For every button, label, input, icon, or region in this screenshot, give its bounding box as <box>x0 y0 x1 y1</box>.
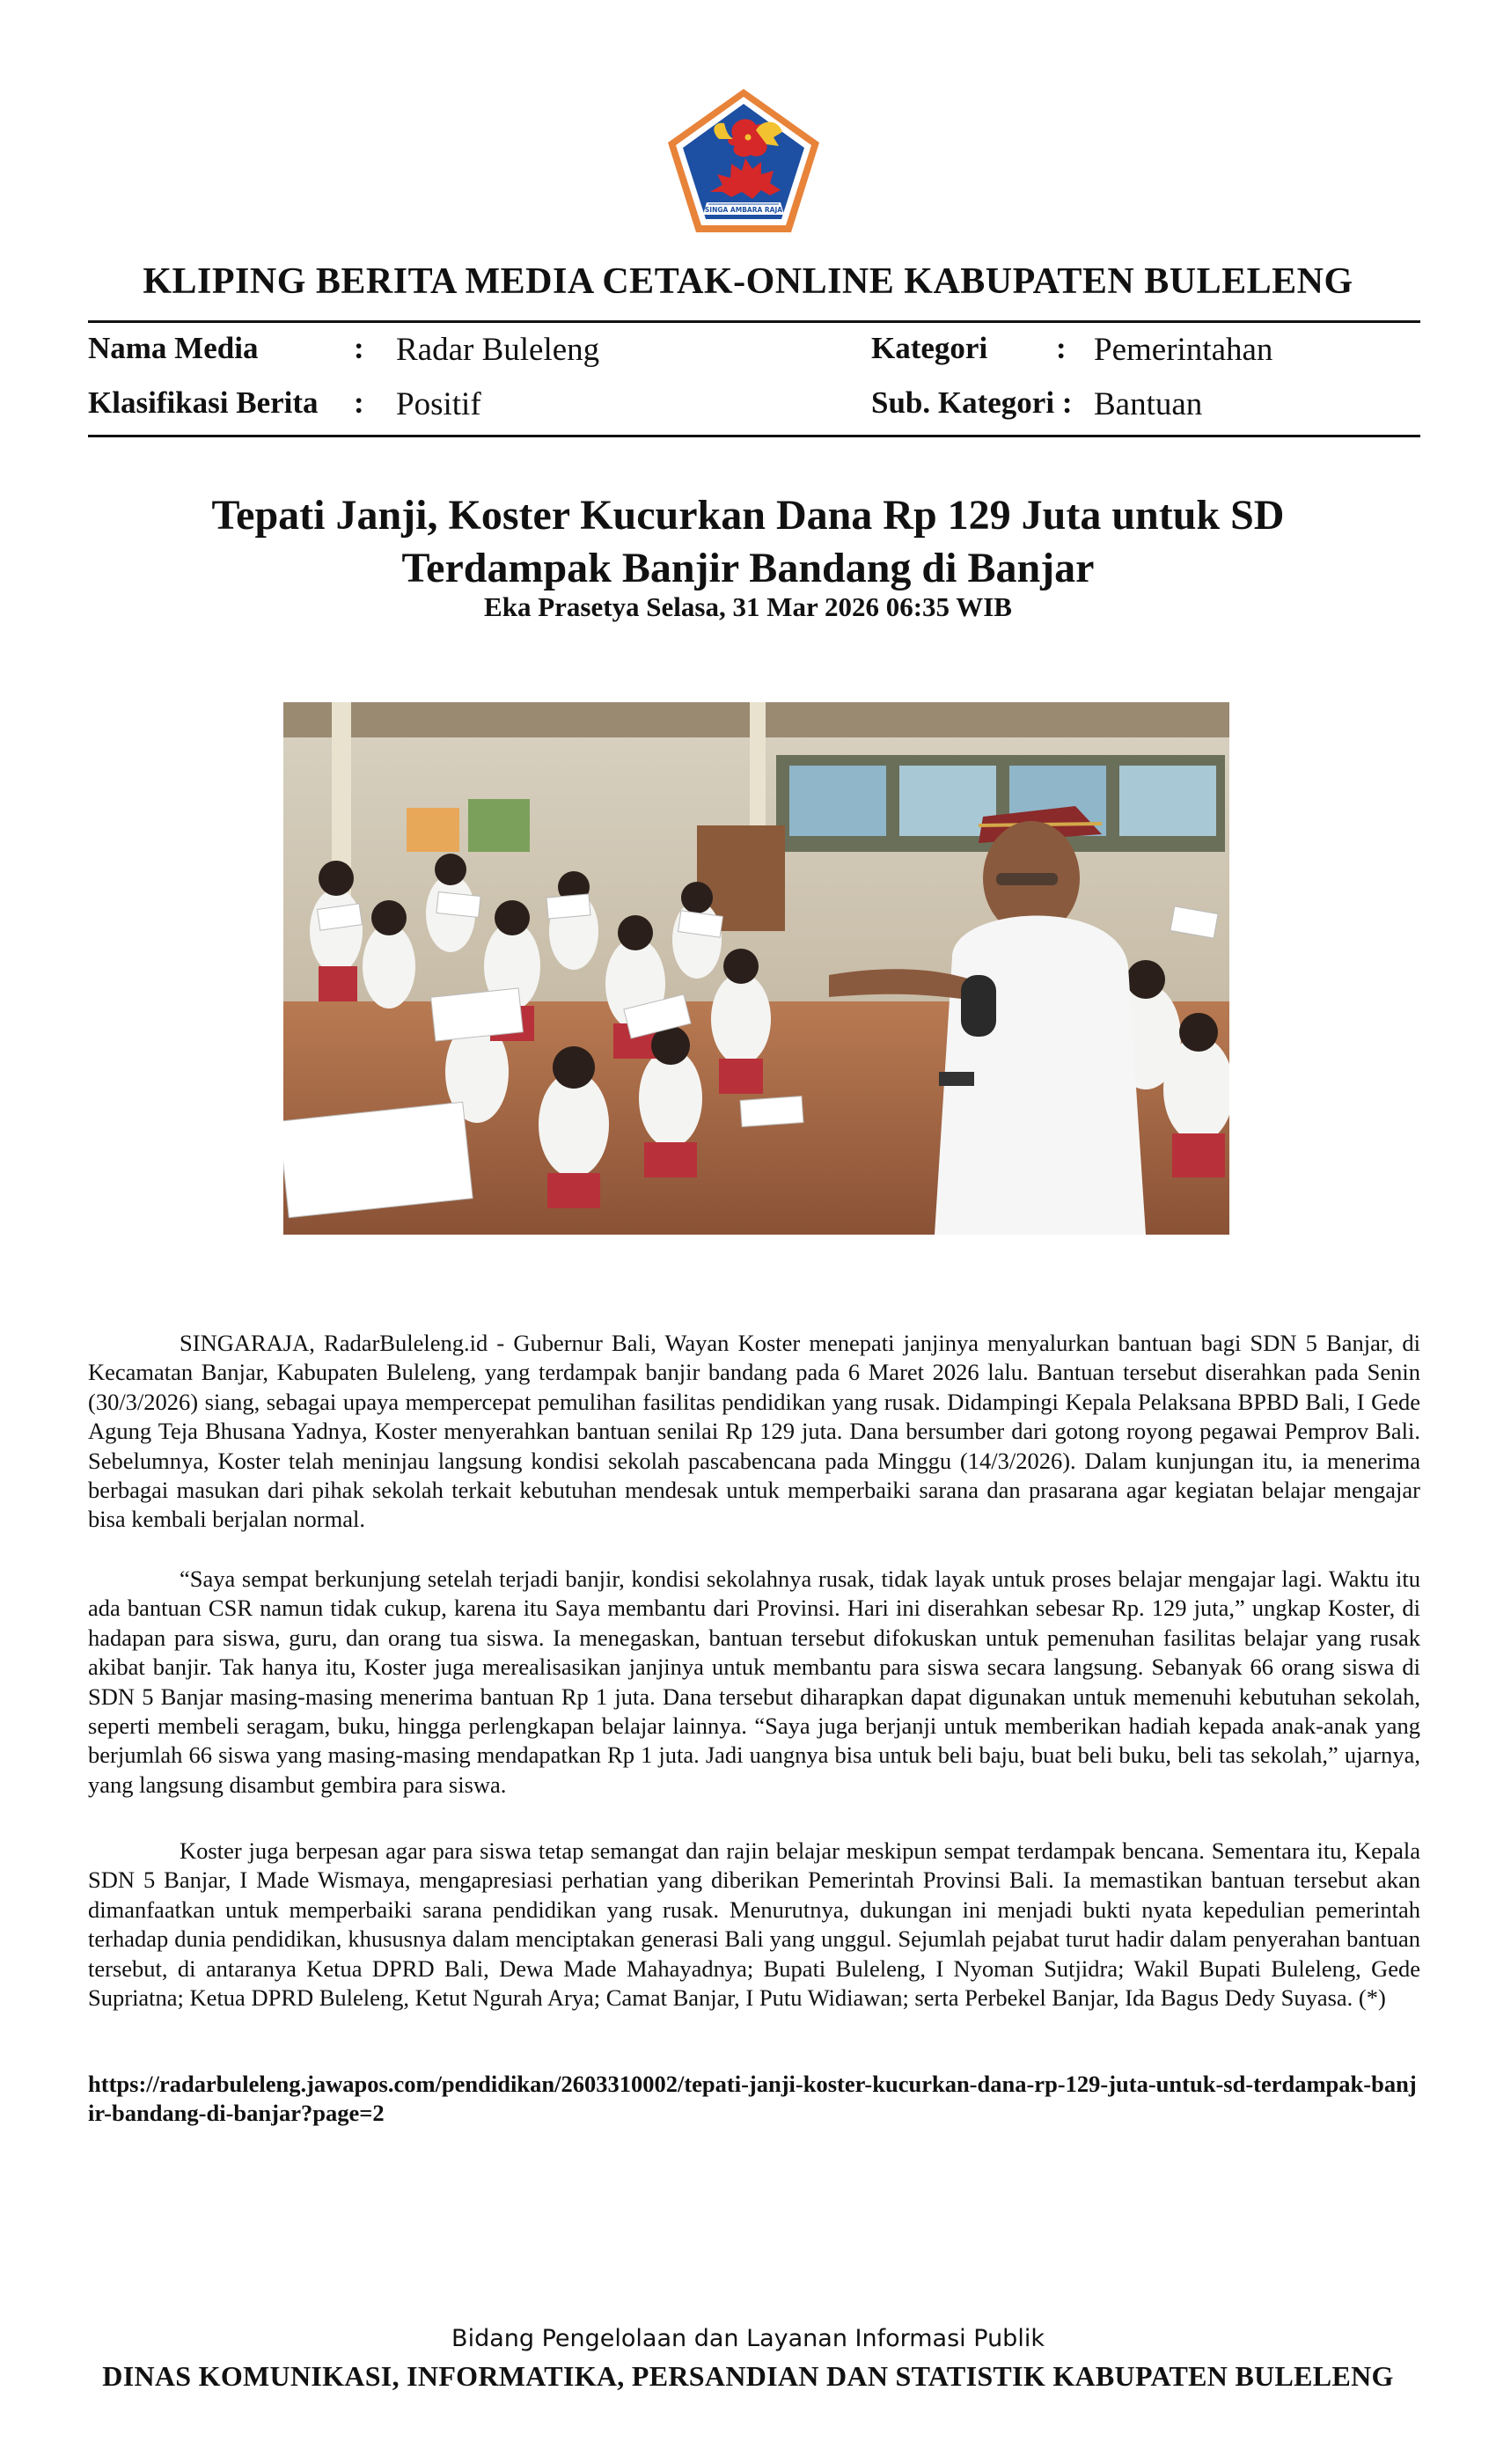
clipping-header-title: KLIPING BERITA MEDIA CETAK-ONLINE KABUPATEN BULELENG <box>143 261 1353 302</box>
nama-media-value: Radar Buleleng <box>396 332 600 368</box>
nama-media-label: Nama Media <box>88 331 259 365</box>
article-paragraph: SINGARAJA, RadarBuleleng.id - Gubernur Bali, Wayan Koster menepati janjinya menyalurkan bantuan bagi SDN 5 Banjar, di Kecamatan Banjar, Kabupaten Buleleng, yang terdampak banjir bandang pada 6 Maret 2026 lalu. Bantuan tersebut diserahkan pada Senin (30/3/2026) siang, sebagai upaya mempercepat pemulihan fasilitas pendidikan yang rusak. Didampingi Kepala Pelaksana BPBD Bali, I Gede Agung Teja Bhusana Yadnya, Koster menyerahkan bantuan senilai Rp 129 juta. Dana bersumber dari gotong royong pegawai Pemprov Bali. Sebelumnya, Koster telah meninjau langsung kondisi sekolah pascabencana pada Minggu (14/3/2026). Dalam kunjungan itu, ia menerima berbagai masukan dari pihak sekolah terkait kebutuhan mendesak untuk memperbaiki sarana dan prasarana agar kegiatan belajar mengajar bisa kembali berjalan normal. <box>88 1330 1420 1533</box>
klasifikasi-berita-value: Positif <box>396 386 481 422</box>
kategori-value: Pemerintahan <box>1094 332 1273 368</box>
source-url-link[interactable]: https://radarbuleleng.jawapos.com/pendidikan/2603310002/tepati-janji-koster-kucurkan-dana-rp-129-juta-untuk-sd-terdampak-banjir-bandang-di-banjar?page=2 <box>88 2071 1417 2127</box>
article-photo <box>283 702 1229 1235</box>
klasifikasi-berita-label: Klasifikasi Berita <box>88 385 319 420</box>
article-title-line-2: Terdampak Banjir Bandang di Banjar <box>401 545 1095 591</box>
header-divider-top <box>88 320 1420 323</box>
svg-text:SINGA AMBARA RAJA: SINGA AMBARA RAJA <box>704 206 783 214</box>
sub-kategori-value: Bantuan <box>1094 386 1203 422</box>
footer-department: Bidang Pengelolaan dan Layanan Informasi Publik <box>451 2325 1045 2352</box>
colon-separator: : <box>354 385 364 420</box>
article-title <box>132 489 1364 595</box>
article-paragraph: Koster juga berpesan agar para siswa tetap semangat dan rajin belajar meskipun sempat terdampak bencana. Sementara itu, Kepala SDN 5 Banjar, I Made Wismaya, mengapresiasi perhatian yang diberikan Pemerintah Provinsi Bali. Ia memastikan bantuan tersebut akan dimanfaatkan untuk memperbaiki sarana pendidikan yang rusak. Menurutnya, dukungan ini menjadi bukti nyata kepedulian pemerintah terhadap dunia pendidikan, khususnya dalam menciptakan generasi Bali yang unggul. Sejumlah pejabat turut hadir dalam penyerahan bantuan tersebut, di antaranya Ketua DPRD Bali, Dewa Made Mahayadnya; Bupati Buleleng, I Nyoman Sutjidra; Wakil Bupati Buleleng, Gede Supriatna; Ketua DPRD Buleleng, Ketut Ngurah Arya; Camat Banjar, I Putu Widiawan; serta Perbekel Banjar, Ida Bagus Dedy Suyasa. (*) <box>88 1837 1420 2012</box>
article-title-line-1: Tepati Janji, Koster Kucurkan Dana Rp 129 Juta untuk SD <box>211 492 1285 539</box>
article-paragraph: “Saya sempat berkunjung setelah terjadi banjir, kondisi sekolahnya rusak, tidak layak untuk proses belajar mengajar lagi. Waktu itu ada bantuan CSR namun tidak cukup, karena itu Saya membantu dari Provinsi. Hari ini diserahkan sebesar Rp. 129 juta,” ungkap Koster, di hadapan para siswa, guru, dan orang tua siswa. Ia menegaskan, bantuan tersebut difokuskan untuk pemenuhan fasilitas belajar yang rusak akibat banjir. Tak hanya itu, Koster juga merealisasikan janjinya untuk membantu para siswa secara langsung. Sebanyak 66 orang siswa di SDN 5 Banjar masing-masing menerima bantuan Rp 1 juta. Dana tersebut diharapkan dapat digunakan untuk memenuhi kebutuhan sekolah, seperti membeli seragam, buku, hingga perlengkapan belajar lainnya. “Saya juga berjanji untuk memberikan hadiah kepada anak-anak yang berjumlah 66 siswa yang masing-masing mendapatkan Rp 1 juta. Jadi uangnya bisa untuk beli baju, buat beli buku, beli tas sekolah,” ujarnya, yang langsung disambut gembira para siswa. <box>88 1566 1420 1798</box>
kategori-label: Kategori <box>871 331 988 365</box>
article-byline: Eka Prasetya Selasa, 31 Mar 2026 06:35 WIB <box>484 591 1012 622</box>
buleleng-regency-logo <box>664 86 823 236</box>
header-divider-bottom <box>88 435 1420 437</box>
footer-agency: DINAS KOMUNIKASI, INFORMATIKA, PERSANDIAN DAN STATISTIK KABUPATEN BULELENG <box>102 2360 1394 2392</box>
colon-separator: : <box>1056 331 1067 365</box>
lion-emblem-icon <box>664 86 823 236</box>
colon-separator: : <box>354 331 364 365</box>
sub-kategori-label: Sub. Kategori : <box>871 385 1073 420</box>
